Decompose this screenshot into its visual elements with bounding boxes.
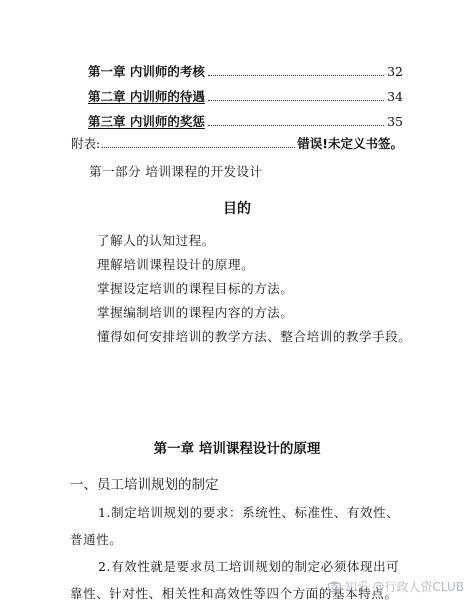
goal-item: 了解人的认知过程。	[97, 233, 215, 248]
body-paragraph: 2.有效性就是要求员工培训规划的制定必须体现出可靠性、针对性、相关性和高效性等四个方面的基本特点。	[70, 559, 400, 601]
chapter-heading: 第一章 培训课程设计的原理	[153, 441, 321, 457]
bookmark-error-text: 错误!未定义书签。	[297, 136, 403, 151]
toc-entry-page: 32	[387, 64, 403, 79]
toc-entry-page: 34	[387, 89, 403, 104]
toc-leader-dots	[208, 75, 384, 76]
toc-appendix-entry[interactable]	[71, 134, 403, 152]
goal-item: 掌握设定培训的课程目标的方法。	[97, 281, 294, 296]
toc-entry-title: 第二章 内训师的待遇	[88, 89, 205, 104]
toc-leader-dots	[208, 100, 384, 101]
toc-entry-title: 第三章 内训师的奖惩	[88, 114, 205, 129]
appendix-label: 附表:	[71, 136, 101, 151]
toc-leader-dots	[208, 125, 384, 126]
toc-leader-dots	[102, 147, 295, 148]
toc-entry-page: 35	[387, 114, 403, 129]
part-title: 第一部分 培训课程的开发设计	[89, 164, 263, 179]
toc-entry-title: 第一章 内训师的考核	[88, 64, 205, 79]
toc-entry[interactable]	[88, 112, 403, 130]
body-paragraph: 1.制定培训规划的要求：系统性、标准性、有效性、普通性。	[70, 505, 400, 547]
toc-entry[interactable]	[88, 87, 403, 105]
camera-icon	[328, 580, 341, 593]
section-heading: 一、员工培训规划的制定	[70, 477, 219, 493]
goals-heading: 目的	[223, 201, 251, 217]
watermark-text: 知乎 @行政人资CLUB	[344, 580, 464, 594]
goal-item: 懂得如何安排培训的教学方法、整合培训的教学手段。	[97, 329, 412, 344]
goal-item: 理解培训课程设计的原理。	[97, 257, 255, 272]
toc-entry[interactable]	[88, 62, 403, 80]
goal-item: 掌握编制培训的课程内容的方法。	[97, 305, 294, 320]
watermark	[328, 578, 464, 595]
